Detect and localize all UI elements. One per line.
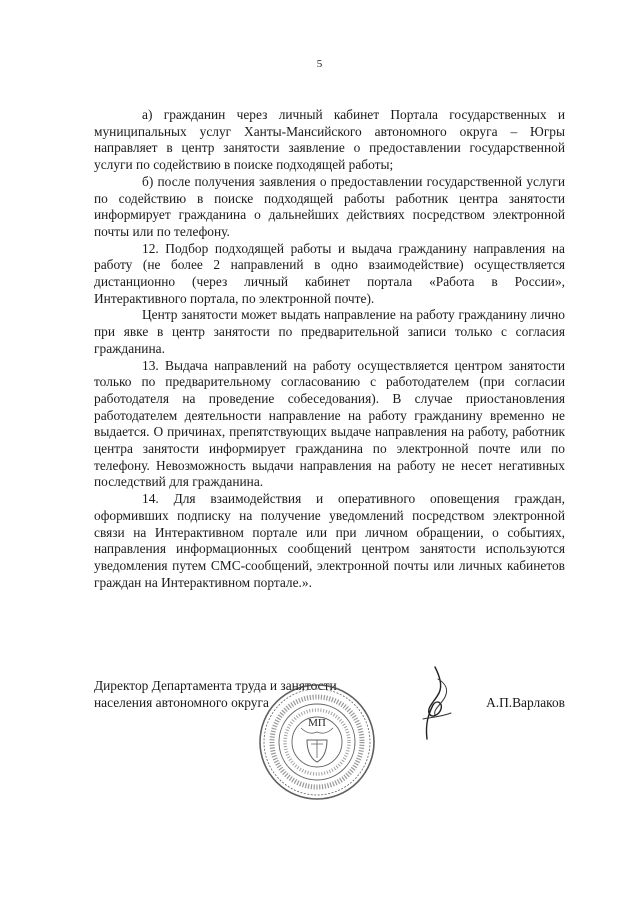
- official-seal: [257, 682, 377, 802]
- paragraph-subitem-a: а) гражданин через личный кабинет Портала государственных и муниципальных услуг Ханты-Мансийского автономного округа – Югры направляет в центр занятости заявление о предоставлении государственной услуги по содействию в поиске подходящей работы;: [94, 107, 565, 173]
- paragraph-item-12: 12. Подбор подходящей работы и выдача гражданину направления на работу (не более 2 направлений в одно взаимодействие) осуществляется дистанционно (через личный кабинет портала «Работа в России», Интерактивного портала, по электронной почте).: [94, 240, 565, 306]
- paragraph-item-12-note: Центр занятости может выдать направление на работу гражданину лично при явке в центр занятости по предварительной записи только с согласия гражданина.: [94, 307, 565, 356]
- signatory-position-line-2: населения автономного округа: [94, 694, 269, 710]
- paragraph-subitem-b: б) после получения заявления о предоставлении государственной услуги по содействию в поиске подходящей работы работник центра занятости информирует гражданина о дальнейших действиях посредством электронной почты или по телефону.: [94, 173, 565, 239]
- page-number: 5: [316, 58, 323, 70]
- signatory-position-line-1: Директор Департамента труда и занятости: [94, 678, 337, 693]
- paragraph-item-13: 13. Выдача направлений на работу осуществляется центром занятости только по предварительному согласованию с работодателем (при согласии работодателя на проведение собеседования). В случае приостановления работодателем деятельности направление на работу гражданину временно не выдается. О причинах, препятствующих выдаче направления на работу, работник центра занятости информирует гражданина по электронной почте или по телефону. Невозможность выдачи направления на работу не несет негативных последствий для гражданина.: [94, 357, 565, 490]
- handwritten-signature: [405, 663, 465, 743]
- paragraph-item-14: 14. Для взаимодействия и оперативного оповещения граждан, оформивших подписку на получение уведомлений посредством электронной связи на Интерактивном портале или при личном обращении, о событиях, направления информационных сообщений центром занятости используются уведомления путем СМС-сообщений, электронной почты или личных кабинетов граждан на Интерактивном портале.».: [94, 491, 565, 590]
- signatory-name: А.П.Варлаков: [486, 695, 565, 710]
- seal-label: МП: [308, 717, 326, 729]
- document-body: [94, 107, 565, 591]
